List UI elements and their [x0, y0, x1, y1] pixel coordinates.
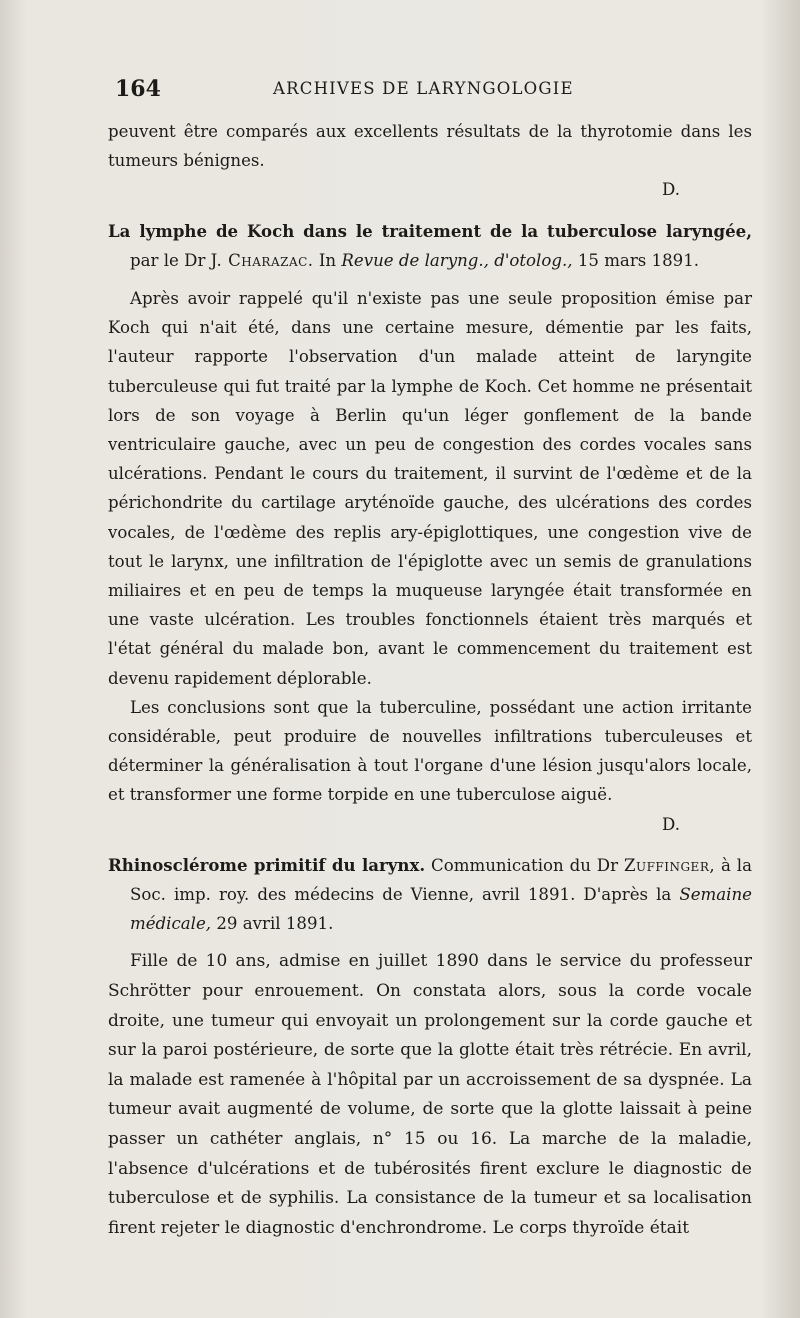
article-heading-rhinoscleroma [108, 851, 752, 939]
article-heading-koch [108, 217, 752, 275]
article-date: 15 mars 1891. [577, 250, 700, 270]
article-title: Rhinosclérome primitif du larynx. [108, 854, 426, 875]
continuation-signature: D. [662, 180, 680, 200]
article-date: 29 avril 1891. [216, 914, 334, 934]
article-in: In [318, 250, 337, 270]
doctor-title: Dr [596, 855, 619, 875]
article-intro: Communication du [431, 855, 591, 875]
article-by: par le [130, 250, 179, 270]
article-paragraph: Les conclusions sont que la tuberculine, possédant une action irritante considérable, peut produire de nouvelles infiltrations tuberculeuses et déterminer la généralisation à tout l'organe d'une lésion jusqu'alors locale, et transformer une forme torpide en une tuberculose aiguë. [108, 697, 752, 805]
article-paragraph: Fille de 10 ans, admise en juillet 1890 dans le service du professeur Schrötter pour enrouement. On constata alors, sous la corde vocale droite, une tumeur qui envoyait un prolongement sur la corde gauche et sur la paroi postérieure, de sorte que la glotte était très rétrécie. En avril, la malade est ramenée à l'hôpital par un accroissement de sa dyspnée. La tumeur avait augmenté de volume, de sorte que la glotte laissait à peine passer un cathéter anglais, n° 15 ou 16. La marche de la maladie, l'absence d'ulcérations et de tubérosités firent exclure le diagnostic de tuberculose et de syphilis. La consistance de la tumeur et sa localisation firent rejeter le diagnostic d'enchrondrome. Le corps thyroïde était [108, 951, 752, 1238]
running-title: ARCHIVES DE LARYNGOLOGIE [273, 79, 574, 98]
article-signature: D. [662, 814, 680, 834]
journal-name: Semaine médicale, [130, 885, 752, 934]
continuation-paragraph: peuvent être comparés aux excellents résultats de la thyrotomie dans les tumeurs bénignes. [108, 122, 752, 171]
doctor-title: Dr [184, 250, 206, 270]
article-paragraph: Après avoir rappelé qu'il n'existe pas une seule proposition émise par Koch qui n'ait été, dans une certaine mesure, démentie par les faits, l'auteur rapporte l'observation d'un malade atteint de laryngite tuberculeuse qui fut traité par la lymphe de Koch. Cet homme ne présentait lors de son voyage à Berlin qu'un léger gonflement de la bande ventriculaire gauche, avec un peu de congestion des cordes vocales sans ulcérations. Pendant le cours du traitement, il survint de l'œdème et de la périchondrite du cartilage aryténoïde gauche, des ulcérations des cordes vocales, de l'œdème des replis ary-épiglottiques, une congestion vive de tout le larynx, une infiltration de l'épiglotte avec un semis de granulations miliaires et en peu de temps la muqueuse laryngée était transformée en une vaste ulcération. Les troubles fonctionnels étaient très marqués et l'état général du malade bon, avant le commencement du traitement est devenu rapidement déplorable. [108, 289, 752, 688]
article-source: à la Soc. imp. roy. des médecins de Vienne, avril 1891. D'après la [130, 855, 753, 905]
article-author: J. Charazac. [210, 250, 314, 270]
page-number: 164 [115, 76, 161, 102]
article-author: Zuffinger, [623, 855, 716, 875]
article-title: La lymphe de Koch dans le traitement de la tuberculose laryngée, [108, 220, 752, 241]
page-body [108, 117, 752, 1243]
page-header [115, 76, 755, 106]
journal-name: Revue de laryng., d'otolog., [341, 250, 573, 270]
